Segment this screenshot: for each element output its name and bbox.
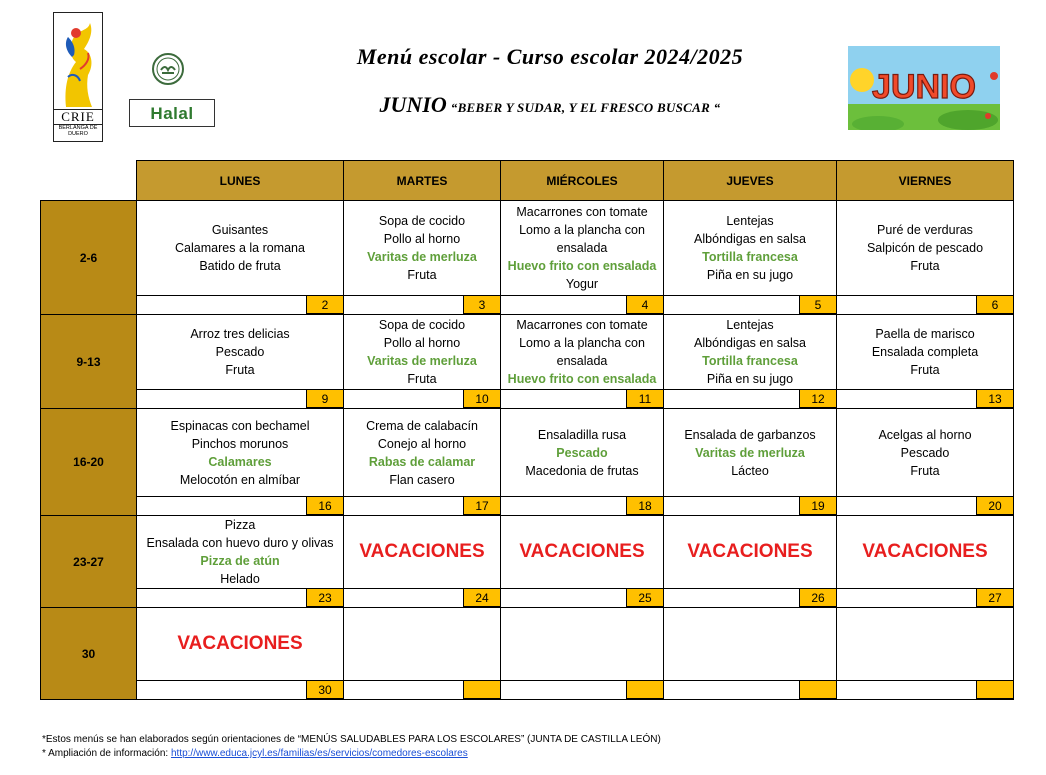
alternative-dish: Huevo frito con ensalada (507, 372, 657, 386)
dish: Melocotón en almíbar (179, 472, 301, 487)
day-number: 17 (463, 496, 501, 515)
daynum-cell (501, 296, 664, 315)
menu-table (40, 160, 1014, 700)
daynum-cell (837, 390, 1014, 409)
daynum-cell (344, 589, 501, 608)
day-number: 4 (626, 295, 664, 314)
day-number: 13 (976, 389, 1014, 408)
meal-cell (137, 201, 344, 296)
alternative-dish: Varitas de merluza (367, 250, 477, 264)
footer-info-label: * Ampliación de información: (42, 748, 171, 759)
dish: Lentejas (726, 214, 774, 228)
dish: Pizza (224, 518, 256, 532)
daynum-cell (344, 681, 501, 700)
crie-logo-name: CRIE (54, 109, 102, 125)
daynum-cell (837, 497, 1014, 516)
daynum-cell (344, 296, 501, 315)
day-number: 26 (799, 588, 837, 607)
dish: Crema de calabacín (366, 418, 478, 433)
day-number: 20 (976, 496, 1014, 515)
alternative-dish: Tortilla francesa (702, 354, 798, 368)
vacaciones-cell: VACACIONES (664, 516, 837, 589)
week-label: 23-27 (41, 516, 137, 608)
daynum-row (41, 497, 1014, 516)
daynum-cell (137, 681, 344, 700)
daynum-cell (501, 497, 664, 516)
dish: Ensalada con huevo duro y olivas (146, 536, 334, 550)
daynum-cell (137, 589, 344, 608)
alternative-dish: Calamares (208, 454, 272, 469)
daynum-cell (664, 681, 837, 700)
day-number: 30 (306, 680, 344, 699)
dish: Pescado (900, 445, 950, 460)
week-row (41, 315, 1014, 390)
day-header: LUNES (137, 161, 344, 201)
dish: Arroz tres delicias (190, 327, 290, 341)
dish: Sopa de cocido (378, 214, 466, 228)
alternative-dish: Huevo frito con ensalada (507, 259, 657, 273)
day-number: 5 (799, 295, 837, 314)
dish: ensalada (556, 241, 608, 255)
dish: Flan casero (389, 472, 455, 487)
daynum-row (41, 681, 1014, 700)
daynum-row (41, 296, 1014, 315)
meal-cell (837, 201, 1014, 296)
dish: Macarrones con tomate (516, 205, 648, 219)
daynum-cell (501, 681, 664, 700)
meal-cell (837, 409, 1014, 497)
day-number: 24 (463, 588, 501, 607)
day-number: 9 (306, 389, 344, 408)
dish: Pollo al horno (383, 232, 461, 246)
empty-cell (837, 608, 1014, 681)
dish: Conejo al horno (377, 436, 467, 451)
alternative-dish: Varitas de merluza (695, 445, 805, 460)
daynum-cell (501, 390, 664, 409)
alternative-dish: Pescado (556, 445, 608, 460)
alternative-dish: Tortilla francesa (702, 250, 798, 264)
halal-seal-icon (151, 52, 185, 86)
day-number: 25 (626, 588, 664, 607)
dish: Macedonia de frutas (525, 463, 639, 478)
day-number: 6 (976, 295, 1014, 314)
meal-cell (137, 516, 344, 589)
dish: Yogur (565, 277, 599, 291)
daynum-cell (137, 497, 344, 516)
daynum-cell (344, 497, 501, 516)
corner-cell (41, 161, 137, 201)
crie-figure-icon (58, 17, 98, 109)
day-number (626, 680, 664, 699)
daynum-cell (501, 589, 664, 608)
dish: Puré de verduras (877, 223, 973, 237)
dish: Albóndigas en salsa (694, 336, 806, 350)
month-subtitle (250, 92, 850, 118)
dish: Lomo a la plancha con (519, 336, 645, 350)
dish: Batido de fruta (199, 259, 281, 273)
footer (42, 733, 661, 761)
day-number: 2 (306, 295, 344, 314)
week-label: 9-13 (41, 315, 137, 409)
dish: Helado (220, 572, 260, 586)
day-header: MIÉRCOLES (501, 161, 664, 201)
crie-logo (53, 12, 103, 142)
dish: Albóndigas en salsa (694, 232, 806, 246)
dish: ensalada (556, 354, 608, 368)
dish: Pescado (215, 345, 265, 359)
vacaciones-cell: VACACIONES (137, 608, 344, 681)
dish: Sopa de cocido (378, 318, 466, 332)
meal-cell (137, 315, 344, 390)
junio-illustration (848, 46, 1000, 130)
empty-cell (344, 608, 501, 681)
header-row (41, 161, 1014, 201)
footer-info (42, 747, 661, 761)
vacaciones-cell: VACACIONES (501, 516, 664, 589)
week-row (41, 201, 1014, 296)
day-number: 23 (306, 588, 344, 607)
day-number: 10 (463, 389, 501, 408)
meal-cell (501, 409, 664, 497)
alternative-dish: Pizza de atún (200, 554, 280, 568)
daynum-cell (664, 497, 837, 516)
junio-illustration-text: JUNIO (872, 68, 976, 106)
dish: Espinacas con bechamel (170, 418, 310, 433)
daynum-row (41, 589, 1014, 608)
day-number: 12 (799, 389, 837, 408)
day-header: JUEVES (664, 161, 837, 201)
dish: Guisantes (211, 223, 269, 237)
dish: Ensalada completa (871, 345, 979, 359)
crie-logo-subtitle: BERLANGA DE DUERO (58, 125, 98, 137)
dish: Ensaladilla rusa (537, 427, 627, 442)
alternative-dish: Varitas de merluza (367, 354, 477, 368)
day-number (976, 680, 1014, 699)
dish: Fruta (910, 363, 940, 377)
meal-cell (344, 201, 501, 296)
day-number: 18 (626, 496, 664, 515)
day-header: VIERNES (837, 161, 1014, 201)
dish: Pinchos morunos (191, 436, 289, 451)
daynum-cell (664, 589, 837, 608)
week-row (41, 409, 1014, 497)
empty-cell (664, 608, 837, 681)
dish: Salpicón de pescado (866, 241, 984, 255)
meal-cell (664, 409, 837, 497)
month-label: JUNIO (379, 92, 447, 117)
dish: Piña en su jugo (706, 268, 794, 282)
vacaciones-cell: VACACIONES (837, 516, 1014, 589)
dish: Fruta (407, 372, 437, 386)
week-label: 2-6 (41, 201, 137, 315)
footer-note: *Estos menús se han elaborados según orientaciones de “MENÚS SALUDABLES PARA LOS ESCOLARES” (JUNTA DE CASTILLA LEÓN) (42, 734, 661, 745)
meal-cell (344, 409, 501, 497)
week-label: 16-20 (41, 409, 137, 516)
dish: Calamares a la romana (175, 241, 305, 255)
meal-cell (837, 315, 1014, 390)
dish: Lentejas (726, 318, 774, 332)
daynum-row (41, 390, 1014, 409)
meal-cell (344, 315, 501, 390)
day-number: 27 (976, 588, 1014, 607)
daynum-cell (664, 390, 837, 409)
day-number (799, 680, 837, 699)
dish: Fruta (910, 259, 940, 273)
day-number: 16 (306, 496, 344, 515)
dish: Lácteo (731, 463, 769, 478)
day-number: 3 (463, 295, 501, 314)
meal-cell (501, 201, 664, 296)
day-number: 11 (626, 389, 664, 408)
dish: Fruta (407, 268, 437, 282)
month-motto: “BEBER Y SUDAR, Y EL FRESCO BUSCAR “ (450, 100, 721, 115)
day-header: MARTES (344, 161, 501, 201)
day-number (463, 680, 501, 699)
meal-cell (664, 315, 837, 390)
day-number: 19 (799, 496, 837, 515)
dish: Fruta (910, 463, 940, 478)
alternative-dish: Rabas de calamar (368, 454, 476, 469)
meal-cell (501, 315, 664, 390)
halal-label: Halal (129, 99, 215, 127)
daynum-cell (837, 681, 1014, 700)
dish: Pollo al horno (383, 336, 461, 350)
daynum-cell (837, 296, 1014, 315)
daynum-cell (344, 390, 501, 409)
meal-cell (664, 201, 837, 296)
dish: Ensalada de garbanzos (684, 427, 816, 442)
week-row (41, 516, 1014, 589)
info-link[interactable]: http://www.educa.jcyl.es/familias/es/servicios/comedores-escolares (170, 748, 468, 759)
dish: Macarrones con tomate (516, 318, 648, 332)
week-row (41, 608, 1014, 681)
daynum-cell (137, 390, 344, 409)
dish: Piña en su jugo (706, 372, 794, 386)
vacaciones-cell: VACACIONES (344, 516, 501, 589)
page-title: Menú escolar - Curso escolar 2024/2025 (356, 44, 744, 69)
dish: Acelgas al horno (878, 427, 972, 442)
week-label: 30 (41, 608, 137, 700)
dish: Paella de marisco (875, 327, 975, 341)
empty-cell (501, 608, 664, 681)
dish: Fruta (225, 363, 255, 377)
meal-cell (137, 409, 344, 497)
dish: Lomo a la plancha con (519, 223, 645, 237)
daynum-cell (837, 589, 1014, 608)
daynum-cell (664, 296, 837, 315)
daynum-cell (137, 296, 344, 315)
